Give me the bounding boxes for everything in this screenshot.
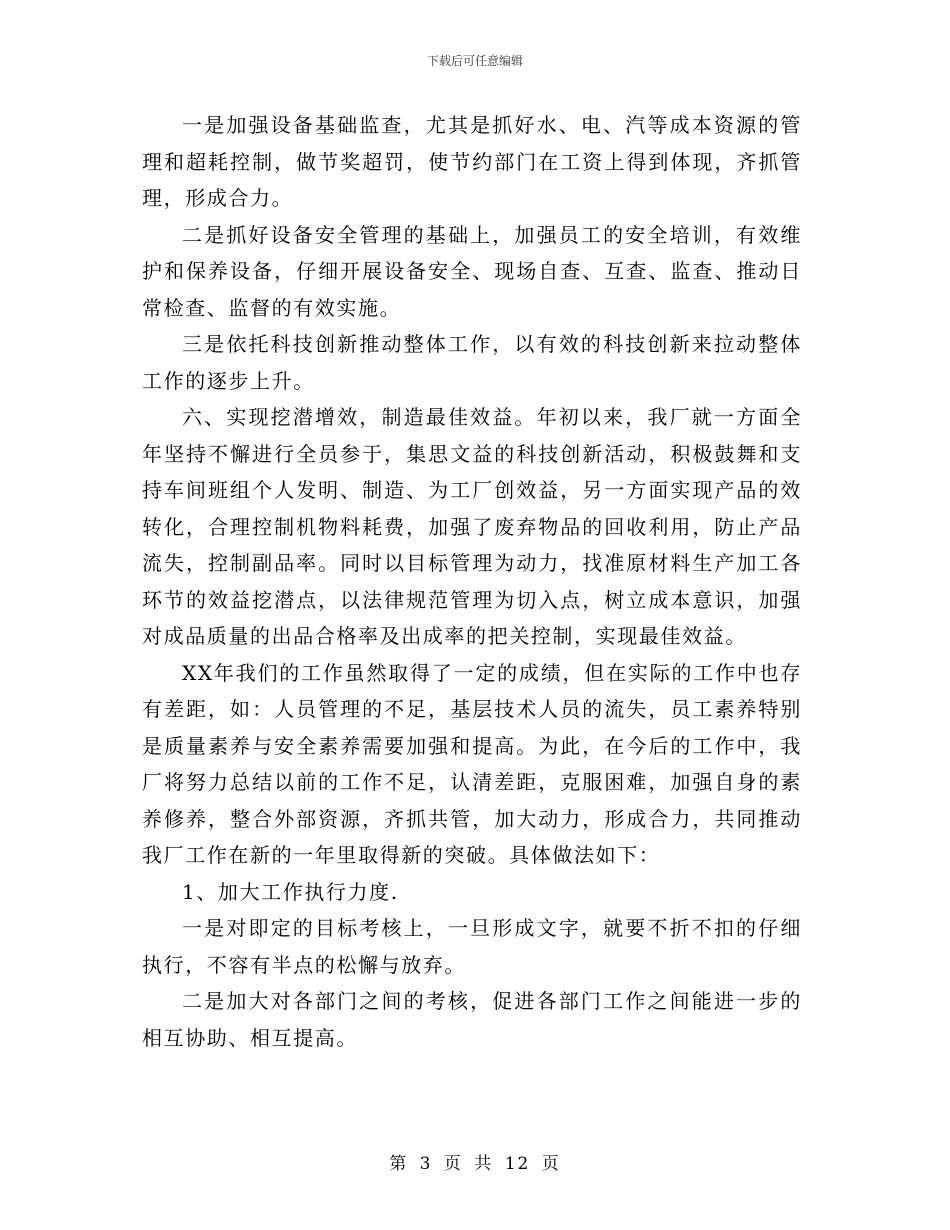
paragraph: 一是加强设备基础监查，尤其是抓好水、电、汽等成本资源的管理和超耗控制，做节奖超罚，使节约部门在工资上得到体现，齐抓管理，形成合力。	[142, 113, 802, 210]
paragraph: 1、加大工作执行力度.	[182, 879, 399, 904]
page-header: 下载后可任意编辑	[426, 54, 523, 68]
paragraph: 六、实现挖潜增效，制造最佳效益。年初以来，我厂就一方面全年坚持不懈进行全员参于，集思文益的科技创新活动，积极鼓舞和支持车间班组个人发明、制造、为工厂创效益，另一方面实现产品的效转化，合理控制机物料耗费，加强了废弃物品的回收利用，防止产品流失，控制副品率。同时以目标管理为动力，找准原材料生产加工各环节的效益挖潜点，以法律规范管理为切入点，树立成本意识，加强对成品质量的出品合格率及出成率的把关控制，实现最佳效益。	[142, 405, 802, 648]
paragraph: 三是依托科技创新推动整体工作，以有效的科技创新来拉动整体工作的逐步上升。	[142, 332, 802, 393]
paragraph: 二是加大对各部门之间的考核，促进各部门工作之间能进一步的相互协助、相互提高。	[142, 989, 802, 1050]
document-body	[142, 107, 802, 1056]
page-number: 第 3 页 共 12 页	[389, 1154, 561, 1174]
paragraph: 二是抓好设备安全管理的基础上，加强员工的安全培训，有效维护和保养设备，仔细开展设备安全、现场自查、互查、监查、推动日常检查、监督的有效实施。	[142, 222, 802, 320]
paragraph: XX年我们的工作虽然取得了一定的成绩，但在实际的工作中也存有差距，如：人员管理的不足，基层技术人员的流失，员工素养特别是质量素养与安全素养需要加强和提高。为此，在今后的工作中，我厂将努力总结以前的工作不足，认清差距，克服困难，加强自身的素养修养，整合外部资源，齐抓共管，加大动力，形成合力，共同推动我厂工作在新的一年里取得新的突破。具体做法如下：	[142, 660, 802, 867]
paragraph: 一是对即定的目标考核上，一旦形成文字，就要不折不扣的仔细执行，不容有半点的松懈与放弃。	[142, 916, 802, 977]
